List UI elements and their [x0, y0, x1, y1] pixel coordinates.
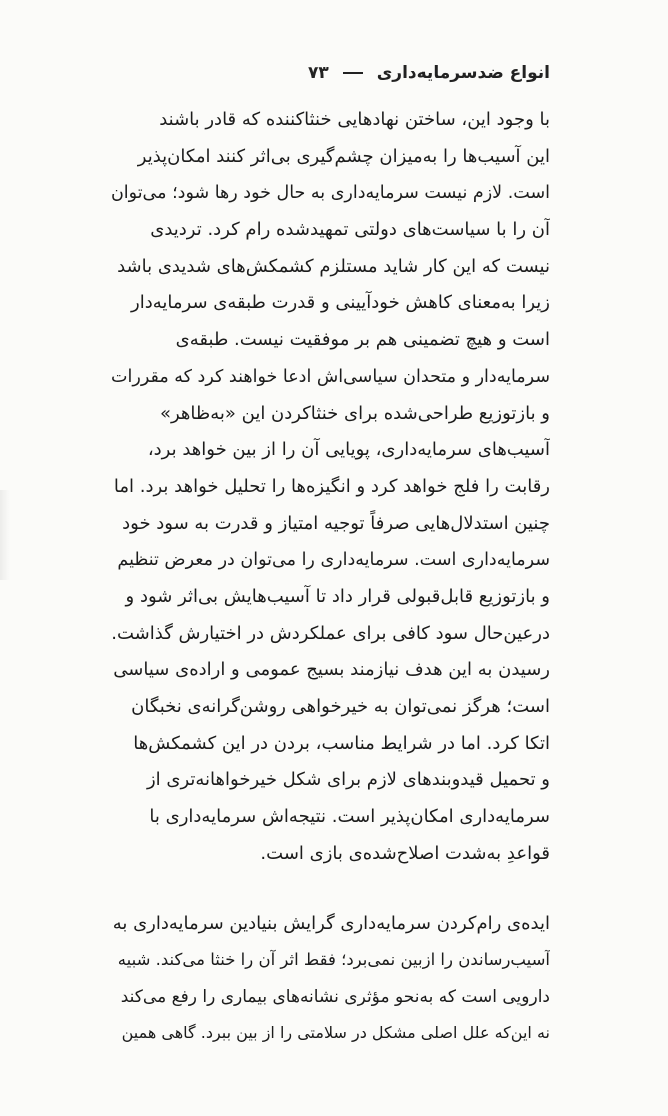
- text-line: است؛ هرگز نمی‌توان به خیرخواهی روشن‌گرانه‌ی نخبگان: [131, 696, 550, 717]
- text-line: آسیب‌رساندن را ازبین نمی‌برد؛ فقط اثر آن را خنثا می‌کند. شبیه: [117, 950, 550, 970]
- text-line: سرمایه‌داری امکان‌پذیر است. نتیجه‌اش سرمایه‌داری با: [149, 806, 550, 828]
- header-dash: [343, 72, 363, 74]
- text-line: این آسیب‌ها را به‌میزان چشم‌گیری بی‌اثر کنند امکان‌پذیر: [137, 145, 550, 167]
- text-line: چنین استدلال‌هایی صرفاً توجیه امتیاز و قدرت به سود خود: [122, 512, 550, 534]
- text-line: زیرا به‌معنای کاهش خودآیینی و قدرت طبقه‌ی سرمایه‌دار: [131, 292, 550, 314]
- paragraph-2: [110, 906, 550, 1051]
- text-line: است. لازم نیست سرمایه‌داری به حال خود رها شود؛ می‌توان: [110, 183, 550, 204]
- text-line: و بازتوزیع قابل‌قبولی قرار داد تا آسیب‌هایش بی‌اثر شود و: [125, 585, 550, 607]
- text-line: با وجود این، ساختن نهادهایی خنثاکننده که قادر باشند: [159, 109, 550, 130]
- page-edge-shadow: [0, 490, 10, 580]
- text-line: نیست که این کار شاید مستلزم کشمکش‌های شدیدی باشد: [117, 255, 550, 277]
- text-line: آن را با سیاست‌های دولتی تمهیدشده رام کرد. تردیدی: [150, 219, 550, 241]
- text-line: رسیدن به این هدف نیازمند بسیج عمومی و اراده‌ی سیاسی: [113, 659, 550, 681]
- paragraph-1: [110, 102, 550, 872]
- text-line: است و هیچ تضمینی هم بر موفقیت نیست. طبقه‌ی: [175, 329, 550, 351]
- text-line: آسیب‌های سرمایه‌داری، پویایی آن را از بین خواهد برد،: [147, 439, 550, 461]
- text-line: سرمایه‌داری است. سرمایه‌داری را می‌توان در معرض تنظیم: [117, 550, 550, 571]
- text-line: قواعدِ به‌شدت اصلاح‌شده‌ی بازی است.: [260, 842, 550, 864]
- text-line: و بازتوزیع طراحی‌شده برای خنثاکردن این «به‌ظاهر»: [159, 402, 550, 424]
- text-line: نه این‌که علل اصلی مشکل در سلامتی را از بین ببرد. گاهی همین: [121, 1022, 550, 1042]
- text-line: رقابت را فلج خواهد کرد و انگیزه‌ها را تحلیل خواهد برد. اما: [113, 475, 550, 497]
- page-number: ۷۳: [307, 63, 329, 83]
- text-line: دارویی است که به‌نحو مؤثری نشانه‌های بیماری را رفع می‌کند: [120, 986, 550, 1007]
- text-line: اتکا کرد. اما در شرایط مناسب، بردن در این کشمکش‌ها: [133, 732, 550, 754]
- text-line: سرمایه‌دار و متحدان سیاسی‌اش ادعا خواهند کرد که مقررات: [111, 366, 550, 387]
- text-line: درعین‌حال سود کافی برای عملکردش در اختیارش گذاشت.: [111, 622, 550, 644]
- text-line: و تحمیل قیدوبندهای لازم برای شکل خیرخواهانه‌تری از: [146, 769, 550, 791]
- text-line: ایده‌ی رام‌کردن سرمایه‌داری گرایش بنیادین سرمایه‌داری به: [112, 913, 550, 934]
- chapter-title: انواع ضدسرمایه‌داری: [376, 63, 550, 83]
- running-head: [308, 58, 550, 88]
